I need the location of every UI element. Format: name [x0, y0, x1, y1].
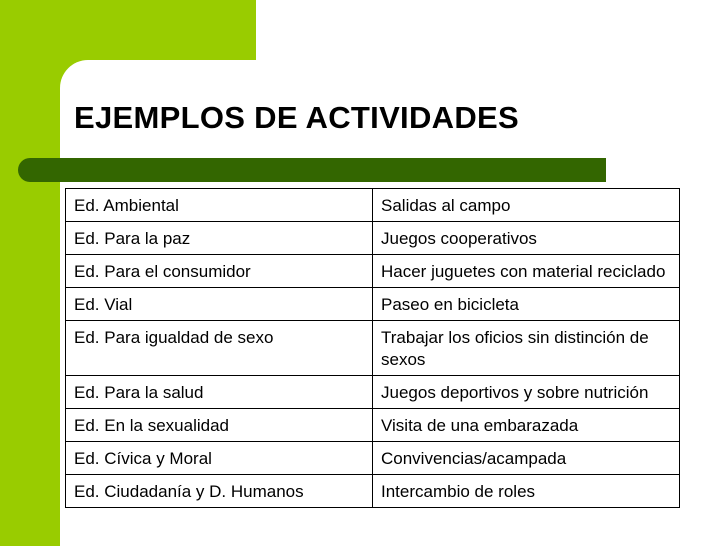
activities-table — [65, 188, 680, 508]
table-row — [66, 376, 680, 409]
activity-cell: Visita de una embarazada — [373, 409, 680, 442]
table-row — [66, 255, 680, 288]
table-row — [66, 442, 680, 475]
table-row — [66, 475, 680, 508]
activity-cell: Convivencias/acampada — [373, 442, 680, 475]
activity-cell: Paseo en bicicleta — [373, 288, 680, 321]
area-cell: Ed. Para la salud — [66, 376, 373, 409]
area-cell: Ed. Para la paz — [66, 222, 373, 255]
activity-cell: Trabajar los oficios sin distinción de sexos — [373, 321, 680, 376]
table-row — [66, 222, 680, 255]
activity-cell: Salidas al campo — [373, 189, 680, 222]
table-row — [66, 321, 680, 376]
area-cell: Ed. Ambiental — [66, 189, 373, 222]
area-cell: Ed. Para igualdad de sexo — [66, 321, 373, 376]
activity-cell: Juegos cooperativos — [373, 222, 680, 255]
slide-title: EJEMPLOS DE ACTIVIDADES — [74, 100, 519, 135]
activity-cell: Juegos deportivos y sobre nutrición — [373, 376, 680, 409]
area-cell: Ed. Para el consumidor — [66, 255, 373, 288]
activity-cell: Intercambio de roles — [373, 475, 680, 508]
title-underline-bar — [18, 158, 606, 182]
table-row — [66, 189, 680, 222]
table-row — [66, 409, 680, 442]
area-cell: Ed. Ciudadanía y D. Humanos — [66, 475, 373, 508]
table-row — [66, 288, 680, 321]
activities-table-container — [65, 188, 680, 508]
area-cell: Ed. Cívica y Moral — [66, 442, 373, 475]
area-cell: Ed. En la sexualidad — [66, 409, 373, 442]
area-cell: Ed. Vial — [66, 288, 373, 321]
activity-cell: Hacer juguetes con material reciclado — [373, 255, 680, 288]
